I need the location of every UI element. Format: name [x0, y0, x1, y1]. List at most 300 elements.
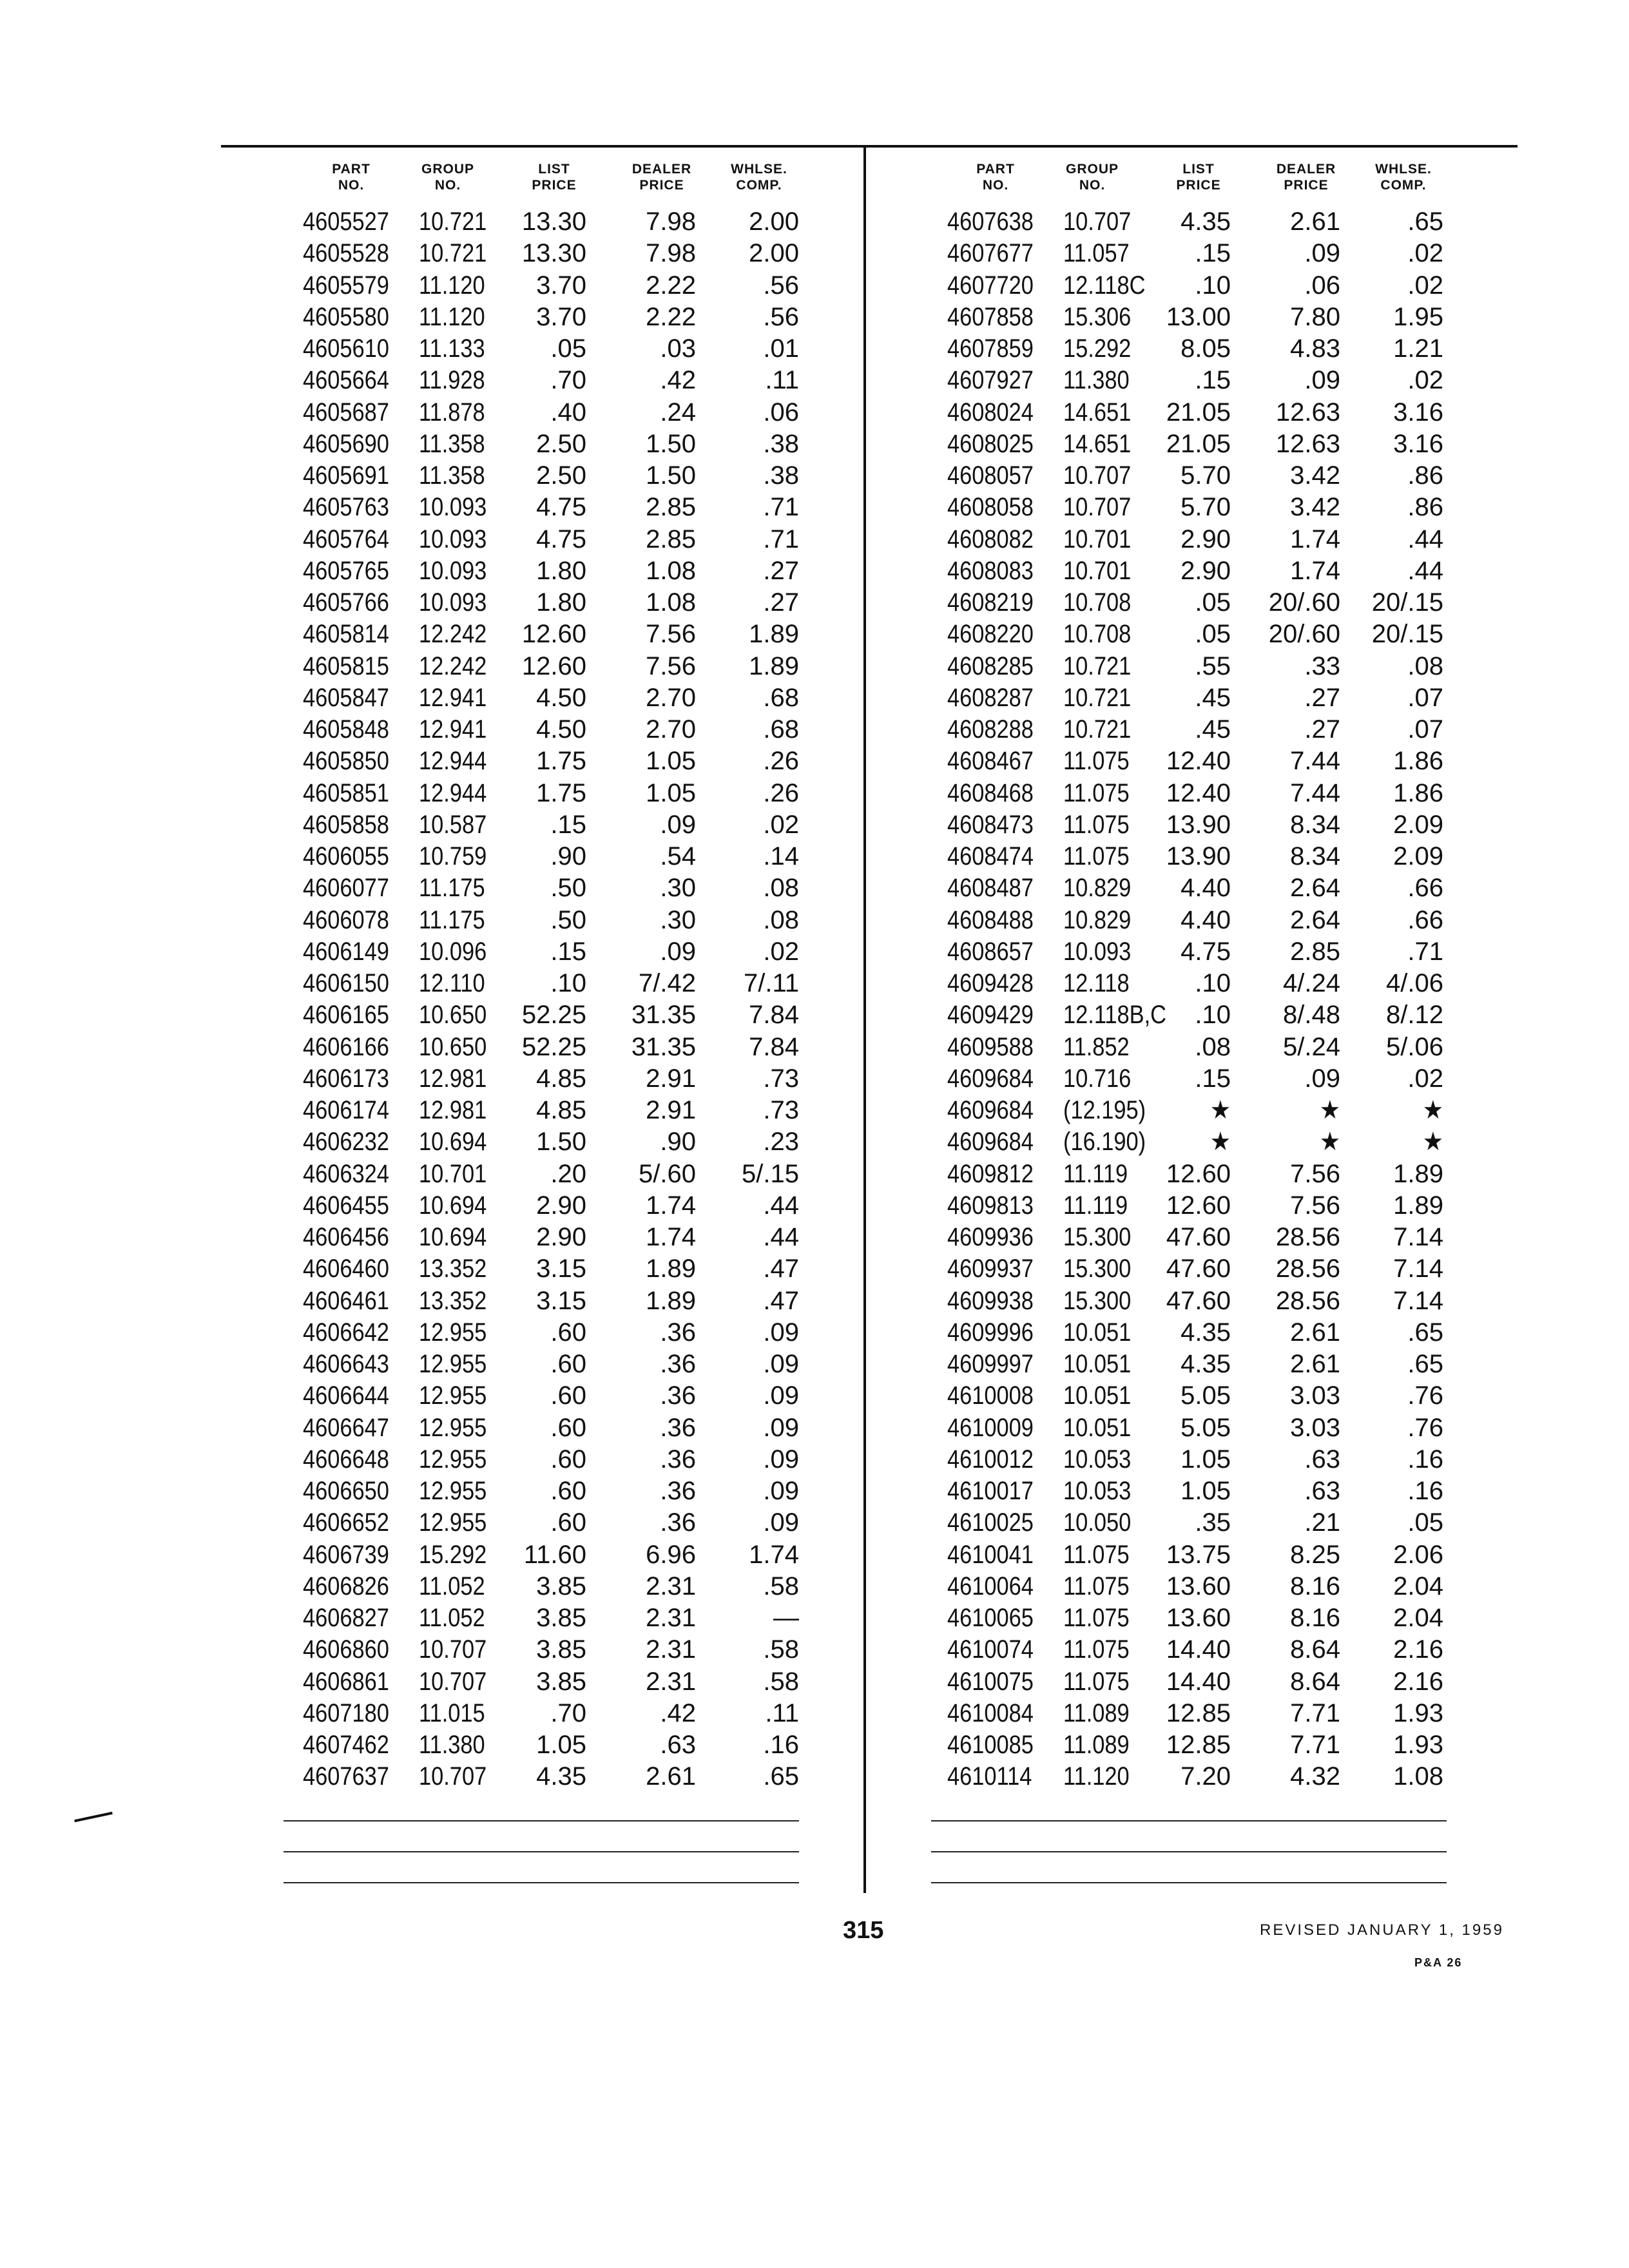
list-price-cell: 4.35 [1181, 1350, 1231, 1378]
table-row [915, 778, 1527, 809]
table-row [271, 1380, 883, 1412]
table-row [915, 905, 1527, 936]
part-no-cell: 4610114 [947, 1762, 1032, 1791]
part-no-cell: 4605527 [303, 207, 389, 236]
dealer-price-cell: 7.98 [646, 239, 696, 268]
table-row [915, 333, 1527, 365]
whlse-comp-cell: .27 [763, 588, 799, 617]
whlse-comp-cell: .76 [1407, 1381, 1443, 1410]
whlse-comp-cell: 1.74 [749, 1540, 799, 1569]
whlse-comp-cell: 3.16 [1393, 429, 1443, 458]
group-no-cell: 12.242 [419, 651, 487, 680]
table-row [915, 1507, 1527, 1539]
list-price-cell: 12.60 [1166, 1159, 1231, 1188]
dealer-price-cell: .36 [660, 1445, 696, 1474]
group-no-cell: 10.694 [419, 1191, 487, 1220]
list-price-cell: 3.15 [536, 1254, 586, 1283]
list-price-cell: 3.70 [536, 271, 586, 300]
table-row [915, 936, 1527, 968]
list-price-cell: 13.75 [1166, 1540, 1231, 1569]
whlse-comp-cell: 8/.12 [1386, 1001, 1443, 1030]
table-row [915, 1190, 1527, 1222]
whlse-comp-cell: .66 [1407, 905, 1443, 934]
header-whlse-comp: WHLSE. COMP. [731, 162, 787, 193]
dealer-price-cell: 2.61 [1290, 1318, 1340, 1347]
list-price-cell: 4.75 [1181, 937, 1231, 966]
group-no-cell: 12.941 [419, 715, 487, 744]
dealer-price-cell: 2.31 [646, 1571, 696, 1600]
dealer-price-cell: 28.56 [1275, 1286, 1340, 1315]
list-price-cell: 2.90 [1181, 524, 1231, 553]
part-no-cell: 4605814 [303, 620, 389, 649]
dealer-price-cell: 7.71 [1290, 1731, 1340, 1759]
dealer-price-cell: .03 [660, 334, 696, 363]
list-price-cell: 21.05 [1166, 398, 1231, 427]
table-row [915, 1032, 1527, 1063]
group-no-cell: 11.878 [419, 398, 485, 427]
list-price-cell: 4.50 [536, 683, 586, 712]
group-no-cell: 10.093 [419, 524, 487, 553]
part-no-cell: 4605691 [303, 461, 389, 490]
part-no-cell: 4606642 [303, 1318, 389, 1347]
left-blank-lines [284, 1820, 799, 1913]
whlse-comp-cell: 1.21 [1393, 334, 1443, 363]
table-row [915, 1317, 1527, 1349]
whlse-comp-cell: .71 [763, 524, 799, 553]
dealer-price-cell: 2.70 [646, 715, 696, 744]
part-no-cell: 4606165 [303, 1001, 389, 1030]
group-no-cell: 10.093 [419, 588, 487, 617]
table-row [271, 936, 883, 968]
group-no-cell: 10.093 [419, 493, 487, 522]
table-row [271, 1412, 883, 1444]
part-no-cell: 4609588 [947, 1032, 1034, 1061]
table-row [271, 1539, 883, 1571]
table-row [271, 1285, 883, 1317]
table-row [271, 1729, 883, 1761]
header-part-no: PART NO. [332, 162, 371, 193]
list-price-cell: .05 [1195, 620, 1231, 649]
part-no-cell: 4608473 [947, 810, 1034, 839]
group-no-cell: 10.708 [1063, 588, 1132, 617]
whlse-comp-cell: .07 [1407, 683, 1443, 712]
table-row [915, 841, 1527, 872]
part-no-cell: 4606324 [303, 1159, 389, 1188]
whlse-comp-cell: .86 [1407, 493, 1443, 522]
table-row [915, 1571, 1527, 1602]
part-no-cell: 4606827 [303, 1604, 389, 1632]
whlse-comp-cell: .09 [763, 1445, 799, 1474]
group-no-cell: 13.352 [419, 1254, 487, 1283]
list-price-cell: 1.80 [536, 556, 586, 585]
part-no-cell: 4605766 [303, 588, 389, 617]
whlse-comp-cell: .38 [763, 429, 799, 458]
group-no-cell: 10.829 [1063, 874, 1132, 903]
list-price-cell: 2.50 [536, 461, 586, 490]
part-no-cell: 4606647 [303, 1413, 389, 1442]
part-no-cell: 4608287 [947, 683, 1034, 712]
whlse-comp-cell: .09 [763, 1413, 799, 1442]
group-no-cell: 10.650 [419, 1032, 487, 1061]
group-no-cell: 11.119 [1063, 1191, 1128, 1220]
list-price-cell: .60 [550, 1477, 586, 1505]
header-list-price: LIST PRICE [1176, 162, 1221, 193]
dealer-price-cell: .21 [1304, 1508, 1340, 1537]
list-price-cell: .60 [550, 1413, 586, 1442]
group-no-cell: 11.175 [419, 905, 485, 934]
list-price-cell: 47.60 [1166, 1254, 1231, 1283]
whlse-comp-cell: .26 [763, 778, 799, 807]
dealer-price-cell: .27 [1304, 683, 1340, 712]
table-row [271, 619, 883, 650]
table-row [271, 1444, 883, 1475]
whlse-comp-cell: .09 [763, 1381, 799, 1410]
group-no-cell: 12.981 [419, 1096, 487, 1124]
group-no-cell: 10.093 [419, 556, 487, 585]
group-no-cell: 10.650 [419, 1001, 487, 1030]
part-no-cell: 4609684 [947, 1096, 1034, 1124]
dealer-price-cell: 12.63 [1275, 429, 1340, 458]
list-price-cell: 1.80 [536, 588, 586, 617]
right-header [915, 161, 1527, 197]
group-no-cell: 10.587 [419, 810, 487, 839]
group-no-cell: 11.075 [1063, 842, 1130, 870]
part-no-cell: 4607180 [303, 1698, 389, 1727]
group-no-cell: 10.701 [419, 1159, 487, 1188]
part-no-cell: 4605528 [303, 239, 389, 268]
group-no-cell: 11.119 [1063, 1159, 1128, 1188]
table-row [915, 619, 1527, 650]
part-no-cell: 4606078 [303, 905, 389, 934]
table-row [915, 682, 1527, 714]
part-no-cell: 4609429 [947, 1001, 1034, 1030]
table-row [271, 651, 883, 682]
group-no-cell: 10.707 [419, 1762, 487, 1791]
whlse-comp-cell: .16 [1407, 1445, 1443, 1474]
dealer-price-cell: .36 [660, 1381, 696, 1410]
list-price-cell: .10 [1195, 271, 1231, 300]
whlse-comp-cell: .58 [763, 1667, 799, 1696]
whlse-comp-cell: 1.93 [1393, 1731, 1443, 1759]
list-price-cell: 12.85 [1166, 1731, 1231, 1759]
whlse-comp-cell: 2.16 [1393, 1635, 1443, 1664]
dealer-price-cell: .09 [660, 810, 696, 839]
list-price-cell: 4.40 [1181, 905, 1231, 934]
table-row [271, 1761, 883, 1792]
header-dealer-price: DEALER PRICE [1276, 162, 1336, 193]
part-no-cell: 4606652 [303, 1508, 389, 1537]
part-no-cell: 4609997 [947, 1350, 1034, 1378]
list-price-cell: .60 [550, 1350, 586, 1378]
group-no-cell: 12.110 [419, 969, 485, 997]
dealer-price-cell: 4.32 [1290, 1762, 1340, 1791]
table-row [915, 745, 1527, 777]
whlse-comp-cell: 7.14 [1393, 1254, 1443, 1283]
group-no-cell: 11.075 [1063, 1540, 1130, 1569]
table-row [271, 1158, 883, 1190]
list-price-cell: .40 [550, 398, 586, 427]
list-price-cell: 13.60 [1166, 1571, 1231, 1600]
dealer-price-cell: 2.91 [646, 1064, 696, 1093]
list-price-cell: 4.40 [1181, 874, 1231, 903]
header-list-price: LIST PRICE [532, 162, 577, 193]
part-no-cell: 4605690 [303, 429, 389, 458]
page-number: 315 [843, 1917, 884, 1944]
table-row [271, 524, 883, 555]
group-no-cell: 10.701 [1063, 524, 1132, 553]
table-row [915, 206, 1527, 238]
whlse-comp-cell: 5/.15 [742, 1159, 799, 1188]
group-no-cell: 11.380 [1063, 366, 1130, 395]
whlse-comp-cell: .06 [763, 398, 799, 427]
table-row [915, 524, 1527, 555]
list-price-cell: 12.60 [521, 620, 586, 649]
whlse-comp-cell: 2.09 [1393, 842, 1443, 870]
group-no-cell: 10.721 [1063, 715, 1132, 744]
whlse-comp-cell: .47 [763, 1254, 799, 1283]
part-no-cell: 4610008 [947, 1381, 1034, 1410]
table-row [271, 1253, 883, 1285]
list-price-cell: 12.60 [1166, 1191, 1231, 1220]
whlse-comp-cell: 7.14 [1393, 1223, 1443, 1251]
group-no-cell: 11.057 [1063, 239, 1130, 268]
dealer-price-cell: 28.56 [1275, 1223, 1340, 1251]
part-no-cell: 4606826 [303, 1571, 389, 1600]
part-no-cell: 4606861 [303, 1667, 389, 1696]
part-no-cell: 4605847 [303, 683, 389, 712]
part-no-cell: 4605851 [303, 778, 389, 807]
table-row [271, 1507, 883, 1539]
whlse-comp-cell: .02 [763, 810, 799, 839]
whlse-comp-cell: 2.00 [749, 239, 799, 268]
group-no-cell: 11.075 [1063, 747, 1130, 776]
part-no-cell: 4607858 [947, 302, 1034, 331]
whlse-comp-cell: .86 [1407, 461, 1443, 490]
right-rows [915, 206, 1527, 1793]
group-no-cell: 12.941 [419, 683, 487, 712]
list-price-cell: 2.90 [536, 1223, 586, 1251]
group-no-cell: 10.051 [1063, 1350, 1132, 1378]
part-no-cell: 4605610 [303, 334, 389, 363]
group-no-cell: 10.051 [1063, 1381, 1132, 1410]
dealer-price-cell: .90 [660, 1128, 696, 1157]
list-price-cell: 1.05 [1181, 1477, 1231, 1505]
dealer-price-cell: 7.56 [646, 620, 696, 649]
whlse-comp-cell: .58 [763, 1635, 799, 1664]
whlse-comp-cell: .58 [763, 1571, 799, 1600]
whlse-comp-cell: .38 [763, 461, 799, 490]
whlse-comp-cell: .44 [1407, 524, 1443, 553]
group-no-cell: 10.707 [419, 1635, 487, 1664]
table-row [915, 1475, 1527, 1507]
dealer-price-cell: .36 [660, 1413, 696, 1442]
group-no-cell: 11.358 [419, 461, 485, 490]
list-price-cell: 47.60 [1166, 1286, 1231, 1315]
group-no-cell: 11.120 [419, 271, 485, 300]
dealer-price-cell: 3.42 [1290, 493, 1340, 522]
list-price-cell: .10 [1195, 1001, 1231, 1030]
table-row [915, 968, 1527, 999]
whlse-comp-cell: .76 [1407, 1413, 1443, 1442]
table-row [271, 397, 883, 428]
dealer-price-cell: 1.08 [646, 556, 696, 585]
group-no-cell: 12.118 [1063, 969, 1130, 997]
part-no-cell: 4609684 [947, 1128, 1034, 1157]
group-no-cell: 10.701 [1063, 556, 1132, 585]
left-column [271, 161, 883, 1791]
table-row [271, 1317, 883, 1349]
dealer-price-cell: 1.89 [646, 1286, 696, 1315]
group-no-cell: 10.053 [1063, 1445, 1132, 1474]
whlse-comp-cell: .44 [763, 1191, 799, 1220]
part-no-cell: 4606643 [303, 1350, 389, 1378]
dealer-price-cell: 2.85 [646, 493, 696, 522]
table-row [915, 1761, 1527, 1792]
part-no-cell: 4606650 [303, 1477, 389, 1505]
table-row [271, 1666, 883, 1698]
dealer-price-cell: 1.05 [646, 778, 696, 807]
whlse-comp-cell: .11 [765, 1698, 799, 1727]
list-price-cell: 14.40 [1166, 1635, 1231, 1664]
whlse-comp-cell: 7/.11 [744, 969, 799, 997]
dealer-price-cell: .09 [1304, 1064, 1340, 1093]
list-price-cell: .10 [1195, 969, 1231, 997]
whlse-comp-cell: .09 [763, 1477, 799, 1505]
part-no-cell: 4605848 [303, 715, 389, 744]
part-no-cell: 4605858 [303, 810, 389, 839]
part-no-cell: 4606456 [303, 1223, 389, 1251]
table-row [271, 1063, 883, 1095]
part-no-cell: 4608487 [947, 874, 1034, 903]
list-price-cell: 13.90 [1166, 810, 1231, 839]
part-no-cell: 4610025 [947, 1508, 1034, 1537]
dealer-price-cell: ★ [1319, 1128, 1340, 1157]
part-no-cell: 4608467 [947, 747, 1034, 776]
whlse-comp-cell: .73 [763, 1096, 799, 1124]
list-price-cell: 12.85 [1166, 1698, 1231, 1727]
list-price-cell: 2.50 [536, 429, 586, 458]
header-part-no: PART NO. [976, 162, 1015, 193]
group-no-cell: 12.955 [419, 1318, 487, 1347]
part-no-cell: 4609813 [947, 1191, 1034, 1220]
group-no-cell: 11.120 [1063, 1762, 1130, 1791]
group-no-cell: 10.707 [1063, 207, 1132, 236]
table-row [271, 682, 883, 714]
part-no-cell: 4610012 [947, 1445, 1034, 1474]
list-price-cell: .05 [550, 334, 586, 363]
table-row [915, 1222, 1527, 1253]
whlse-comp-cell: .14 [763, 842, 799, 870]
table-row [271, 587, 883, 619]
whlse-comp-cell: 20/.15 [1371, 620, 1443, 649]
dealer-price-cell: 7.56 [1290, 1159, 1340, 1188]
list-price-cell: .60 [550, 1318, 586, 1347]
group-no-cell: 15.306 [1063, 302, 1132, 331]
whlse-comp-cell: .09 [763, 1508, 799, 1537]
dealer-price-cell: 3.03 [1290, 1381, 1340, 1410]
header-dealer-price: DEALER PRICE [631, 162, 692, 193]
group-no-cell: 12.118C [1063, 271, 1146, 300]
part-no-cell: 4605850 [303, 747, 389, 776]
dealer-price-cell: 8.25 [1290, 1540, 1340, 1569]
list-price-cell: .05 [1195, 588, 1231, 617]
part-no-cell: 4607638 [947, 207, 1034, 236]
whlse-comp-cell: .08 [763, 905, 799, 934]
part-no-cell: 4607720 [947, 271, 1034, 300]
list-price-cell: 13.90 [1166, 842, 1231, 870]
dealer-price-cell: .63 [660, 1731, 696, 1759]
part-no-cell: 4607462 [303, 1731, 389, 1759]
right-column [915, 161, 1527, 1791]
part-no-cell: 4609936 [947, 1223, 1034, 1251]
table-row [915, 1380, 1527, 1412]
group-no-cell: 12.944 [419, 778, 487, 807]
list-price-cell: 2.90 [536, 1191, 586, 1220]
group-no-cell: 15.300 [1063, 1286, 1132, 1315]
whlse-comp-cell: .65 [763, 1762, 799, 1791]
dealer-price-cell: 3.42 [1290, 461, 1340, 490]
dealer-price-cell: 8.16 [1290, 1604, 1340, 1632]
list-price-cell: 4.75 [536, 493, 586, 522]
whlse-comp-cell: 3.16 [1393, 398, 1443, 427]
group-no-cell: 15.292 [1063, 334, 1132, 363]
list-price-cell: 1.05 [1181, 1445, 1231, 1474]
list-price-cell: 13.30 [521, 207, 586, 236]
part-no-cell: 4606055 [303, 842, 389, 870]
part-no-cell: 4610085 [947, 1731, 1034, 1759]
whlse-comp-cell: .07 [1407, 715, 1443, 744]
list-price-cell: 5.05 [1181, 1413, 1231, 1442]
table-row [271, 1475, 883, 1507]
list-price-cell: 1.05 [536, 1731, 586, 1759]
group-no-cell: 11.075 [1063, 1604, 1130, 1632]
list-price-cell: 4.75 [536, 524, 586, 553]
list-price-cell: 13.00 [1166, 302, 1231, 331]
table-row [271, 302, 883, 333]
part-no-cell: 4608082 [947, 524, 1034, 553]
dealer-price-cell: 2.70 [646, 683, 696, 712]
list-price-cell: .90 [550, 842, 586, 870]
part-no-cell: 4606173 [303, 1064, 389, 1093]
list-price-cell: .60 [550, 1508, 586, 1537]
list-price-cell: .55 [1195, 651, 1231, 680]
part-no-cell: 4605579 [303, 271, 389, 300]
dealer-price-cell: 2.61 [1290, 207, 1340, 236]
margin-mark [74, 1812, 113, 1822]
dealer-price-cell: .33 [1304, 651, 1340, 680]
dealer-price-cell: 5/.24 [1283, 1032, 1340, 1061]
dealer-price-cell: 1.74 [646, 1223, 696, 1251]
header-whlse-comp: WHLSE. COMP. [1375, 162, 1432, 193]
table-row [915, 302, 1527, 333]
part-no-cell: 4605687 [303, 398, 389, 427]
dealer-price-cell: .06 [1304, 271, 1340, 300]
table-row [915, 1126, 1527, 1158]
whlse-comp-cell: .66 [1407, 874, 1443, 903]
whlse-comp-cell: 1.86 [1393, 778, 1443, 807]
whlse-comp-cell: .02 [1407, 366, 1443, 395]
part-no-cell: 4606460 [303, 1254, 389, 1283]
list-price-cell: 5.70 [1181, 461, 1231, 490]
whlse-comp-cell: .05 [1407, 1508, 1443, 1537]
whlse-comp-cell: 1.86 [1393, 747, 1443, 776]
whlse-comp-cell: .68 [763, 683, 799, 712]
table-row [271, 460, 883, 492]
part-no-cell: 4606739 [303, 1540, 389, 1569]
left-rows [271, 206, 883, 1793]
part-no-cell: 4607859 [947, 334, 1034, 363]
left-header [271, 161, 883, 197]
